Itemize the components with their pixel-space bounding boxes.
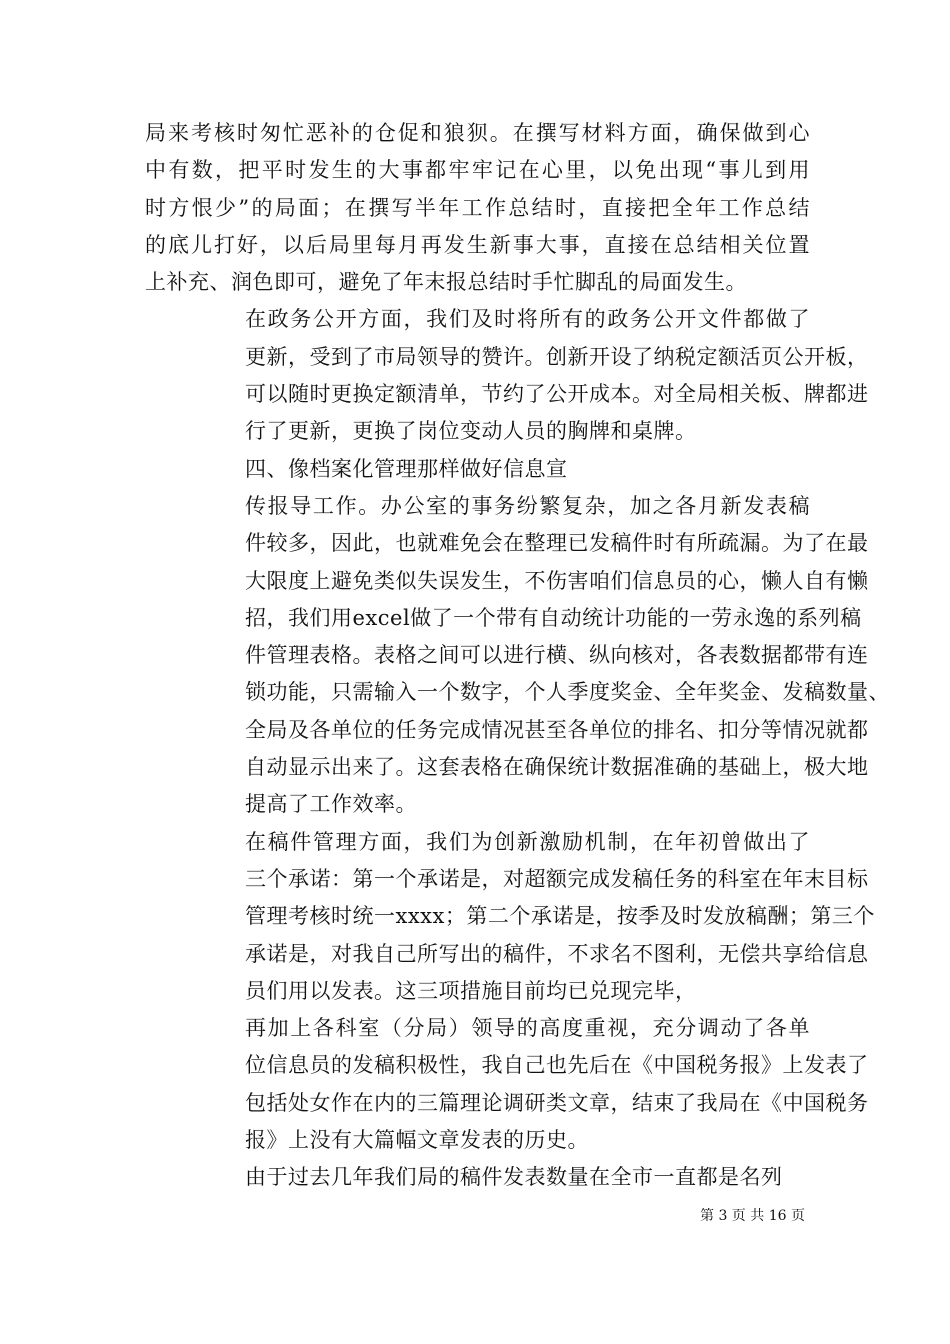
text-line: 局来考核时匆忙恶补的仓促和狼狈。在撰写材料方面，确保做到心 [145, 121, 810, 145]
text-line: 自动显示出来了。这套表格在确保统计数据准确的基础上，极大地 [245, 755, 869, 780]
text-line: 管理考核时统一xxxx；第二个承诺是，按季及时发放稿酬；第三个 [245, 904, 875, 929]
paragraph [145, 115, 810, 301]
text-line: 时方恨少”的局面；在撰写半年工作总结时，直接把全年工作总结 [145, 195, 810, 220]
text-line: 承诺是，对我自己所写出的稿件，不求名不图利，无偿共享给信息 [245, 941, 869, 966]
page-number-footer: 第 3 页 共 16 页 [700, 1208, 805, 1224]
text-line: 招，我们用excel做了一个带有自动统计功能的一劳永逸的系列稿 [245, 605, 862, 630]
text-line: 再加上各科室（分局）领导的高度重视，充分调动了各单 [245, 1016, 810, 1041]
text-line: 更新，受到了市局领导的赞许。创新开设了纳税定额活页公开板， [245, 344, 869, 369]
text-line: 大限度上避免类似失误发生，不伤害咱们信息员的心，懒人自有懒 [245, 568, 869, 593]
text-line: 提高了工作效率。 [245, 792, 417, 817]
text-line: 四、像档案化管理那样做好信息宣 [245, 456, 568, 481]
text-line: 报》上没有大篇幅文章发表的历史。 [245, 1128, 589, 1153]
paragraph [145, 824, 875, 1010]
paragraph [145, 488, 890, 824]
paragraph [145, 1159, 810, 1196]
text-line: 员们用以发表。这三项措施目前均已兑现完毕， [245, 978, 697, 1003]
paragraph [145, 301, 869, 450]
text-line: 锁功能，只需输入一个数字，个人季度奖金、全年奖金、发稿数量、 [245, 680, 890, 705]
text-line: 由于过去几年我们局的稿件发表数量在全市一直都是名列 [245, 1165, 783, 1190]
text-line: 包括处女作在内的三篇理论调研类文章，结束了我局在《中国税务 [245, 1090, 869, 1115]
text-line: 行了更新，更换了岗位变动人员的胸牌和桌牌。 [245, 419, 697, 444]
document-body [145, 115, 890, 1197]
text-line: 三个承诺：第一个承诺是，对超额完成发稿任务的科室在年末目标 [245, 866, 869, 891]
text-line: 件管理表格。表格之间可以进行横、纵向核对，各表数据都带有连 [245, 643, 869, 668]
section-heading [145, 451, 810, 488]
text-line: 上补充、润色即可，避免了年末报总结时手忙脚乱的局面发生。 [145, 270, 747, 295]
text-line: 位信息员的发稿积极性，我自己也先后在《中国税务报》上发表了 [245, 1053, 869, 1078]
text-line: 件较多，因此，也就难免会在整理已发稿件时有所疏漏。为了在最 [245, 531, 869, 556]
text-line: 可以随时更换定额清单，节约了公开成本。对全局相关板、牌都进 [245, 382, 869, 407]
paragraph [145, 1010, 869, 1159]
text-line: 在政务公开方面，我们及时将所有的政务公开文件都做了 [245, 307, 810, 332]
text-line: 传报导工作。办公室的事务纷繁复杂，加之各月新发表稿 [245, 493, 810, 518]
text-line: 全局及各单位的任务完成情况甚至各单位的排名、扣分等情况就都 [245, 717, 869, 742]
text-line: 中有数，把平时发生的大事都牢牢记在心里，以免出现“事儿到用 [145, 158, 810, 183]
text-line: 的底儿打好，以后局里每月再发生新事大事，直接在总结相关位置 [145, 232, 810, 257]
text-line: 在稿件管理方面，我们为创新激励机制，在年初曾做出了 [245, 829, 810, 854]
